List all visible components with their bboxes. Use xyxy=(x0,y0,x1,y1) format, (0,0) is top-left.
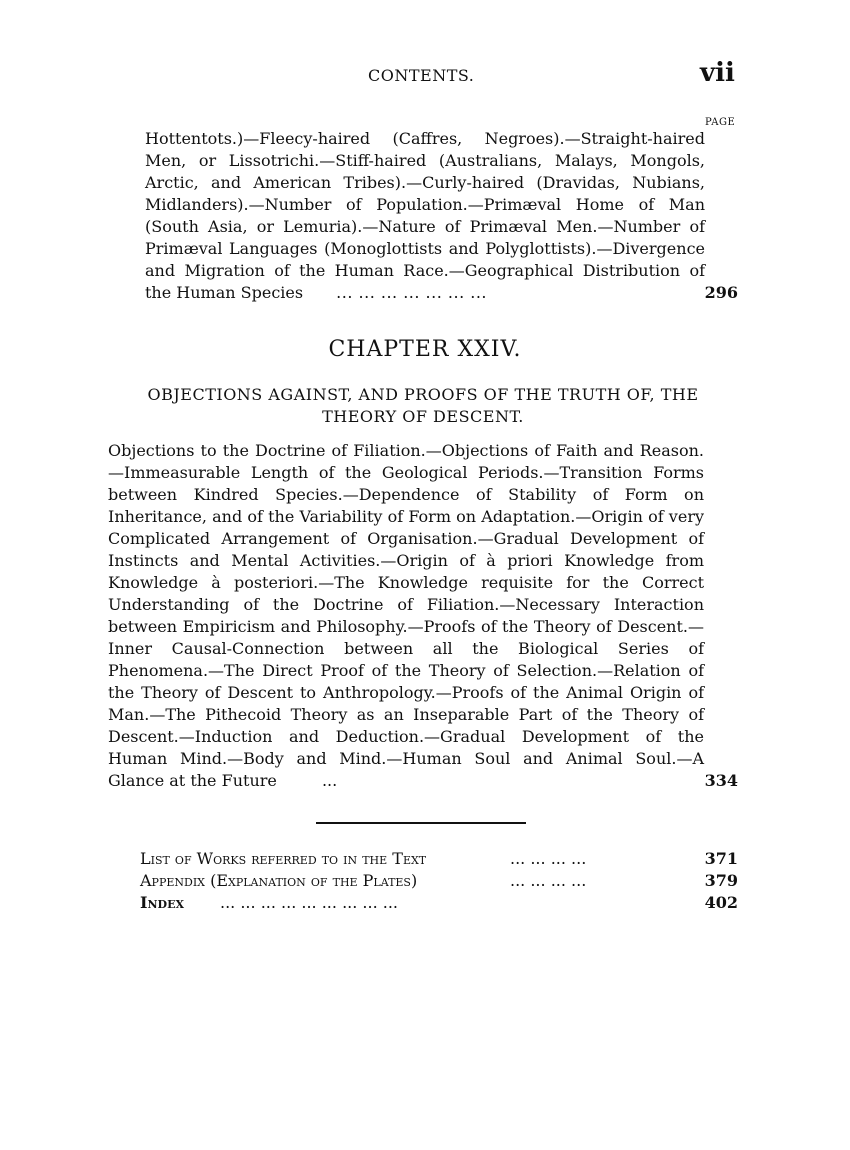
list-item-leaders: ... ... ... ... xyxy=(510,871,587,890)
entry-description-text: Objections to the Doctrine of Filiation.—Objections of Faith and Reason.—Immeasurable Length of the Geological Periods.—Transition Forms between Kindred Species.—Dependence of Stability of Form on Inheritance, and of the Variability of Form on Adaptation.—Origin of very Complicated Arrangement of Organisation.—Gradual Development of Instincts and Mental Activities.—Origin of à priori Knowledge from Knowledge à posteriori.—The Knowledge requisite for the Correct Understanding of the Doctrine of Filiation.—Necessary Interaction between Empiricism and Philosophy.—Proofs of the Theory of Descent.—Inner Causal-Connection between all the Biological Series of Phenomena.—The Direct Proof of the Theory of Selection.—Relation of the Theory of Descent to Anthropology.—Proofs of the Animal Origin of Man.—The Pithecoid Theory as an Inseparable Part of the Theory of Descent.—Induction and Deduction.—Gradual Development of the Human Mind.—Body and Mind.—Human Soul and Animal Soul.—A Glance at the Future xyxy=(108,441,704,790)
contents-entry-continued xyxy=(145,128,738,304)
chapter-subtitle: OBJECTIONS AGAINST, AND PROOFS OF THE TRUTH OF, THE THEORY OF DESCENT. xyxy=(147,385,699,426)
list-item-label: List of Works referred to in the Text xyxy=(140,849,427,868)
list-item-label-text: Appendix (Explanation of the Plates) xyxy=(140,871,418,890)
list-item-leaders: ... ... ... ... ... ... ... ... ... xyxy=(220,893,399,912)
list-item-page: 379 xyxy=(704,871,738,890)
list-item xyxy=(140,892,738,914)
back-matter-list xyxy=(140,848,738,914)
list-item xyxy=(140,848,738,870)
entry-leaders: ... ... ... ... ... ... ... xyxy=(336,283,487,302)
contents-entry-chapter-xxiv xyxy=(108,440,738,792)
page-column-label: PAGE xyxy=(705,117,736,128)
page-folio: vii xyxy=(700,58,735,88)
entry-description xyxy=(145,128,705,304)
entry-page-number: 334 xyxy=(704,771,738,790)
entry-page-number: 296 xyxy=(704,283,738,302)
list-item-leaders: ... ... ... ... xyxy=(510,849,587,868)
running-title: CONTENTS. xyxy=(368,66,475,85)
list-item-page: 402 xyxy=(704,893,738,912)
section-divider xyxy=(316,822,526,824)
list-item-label: Index xyxy=(140,893,184,912)
list-item xyxy=(140,870,738,892)
list-item-page: 371 xyxy=(704,849,738,868)
list-item-label xyxy=(140,870,417,892)
entry-leaders: ... xyxy=(321,771,338,790)
entry-description xyxy=(108,440,704,792)
chapter-title: CHAPTER XXIV. xyxy=(328,337,522,362)
entry-description-text: Hottentots.)—Fleecy-haired (Caffres, Negroes).—Straight-haired Men, or Lissotrichi.—Stiff-haired (Australians, Malays, Mongols, Arctic, and American Tribes).—Curly-haired (Dravidas, Nubians, Midlanders).—Number of Population.—Primæval Home of Man (South Asia, or Lemuria).—Nature of Primæval Men.—Number of Primæval Languages (Monoglottists and Polyglottists).—Divergence and Migration of the Human Race.—Geographical Distribution of the Human Species xyxy=(145,129,705,302)
